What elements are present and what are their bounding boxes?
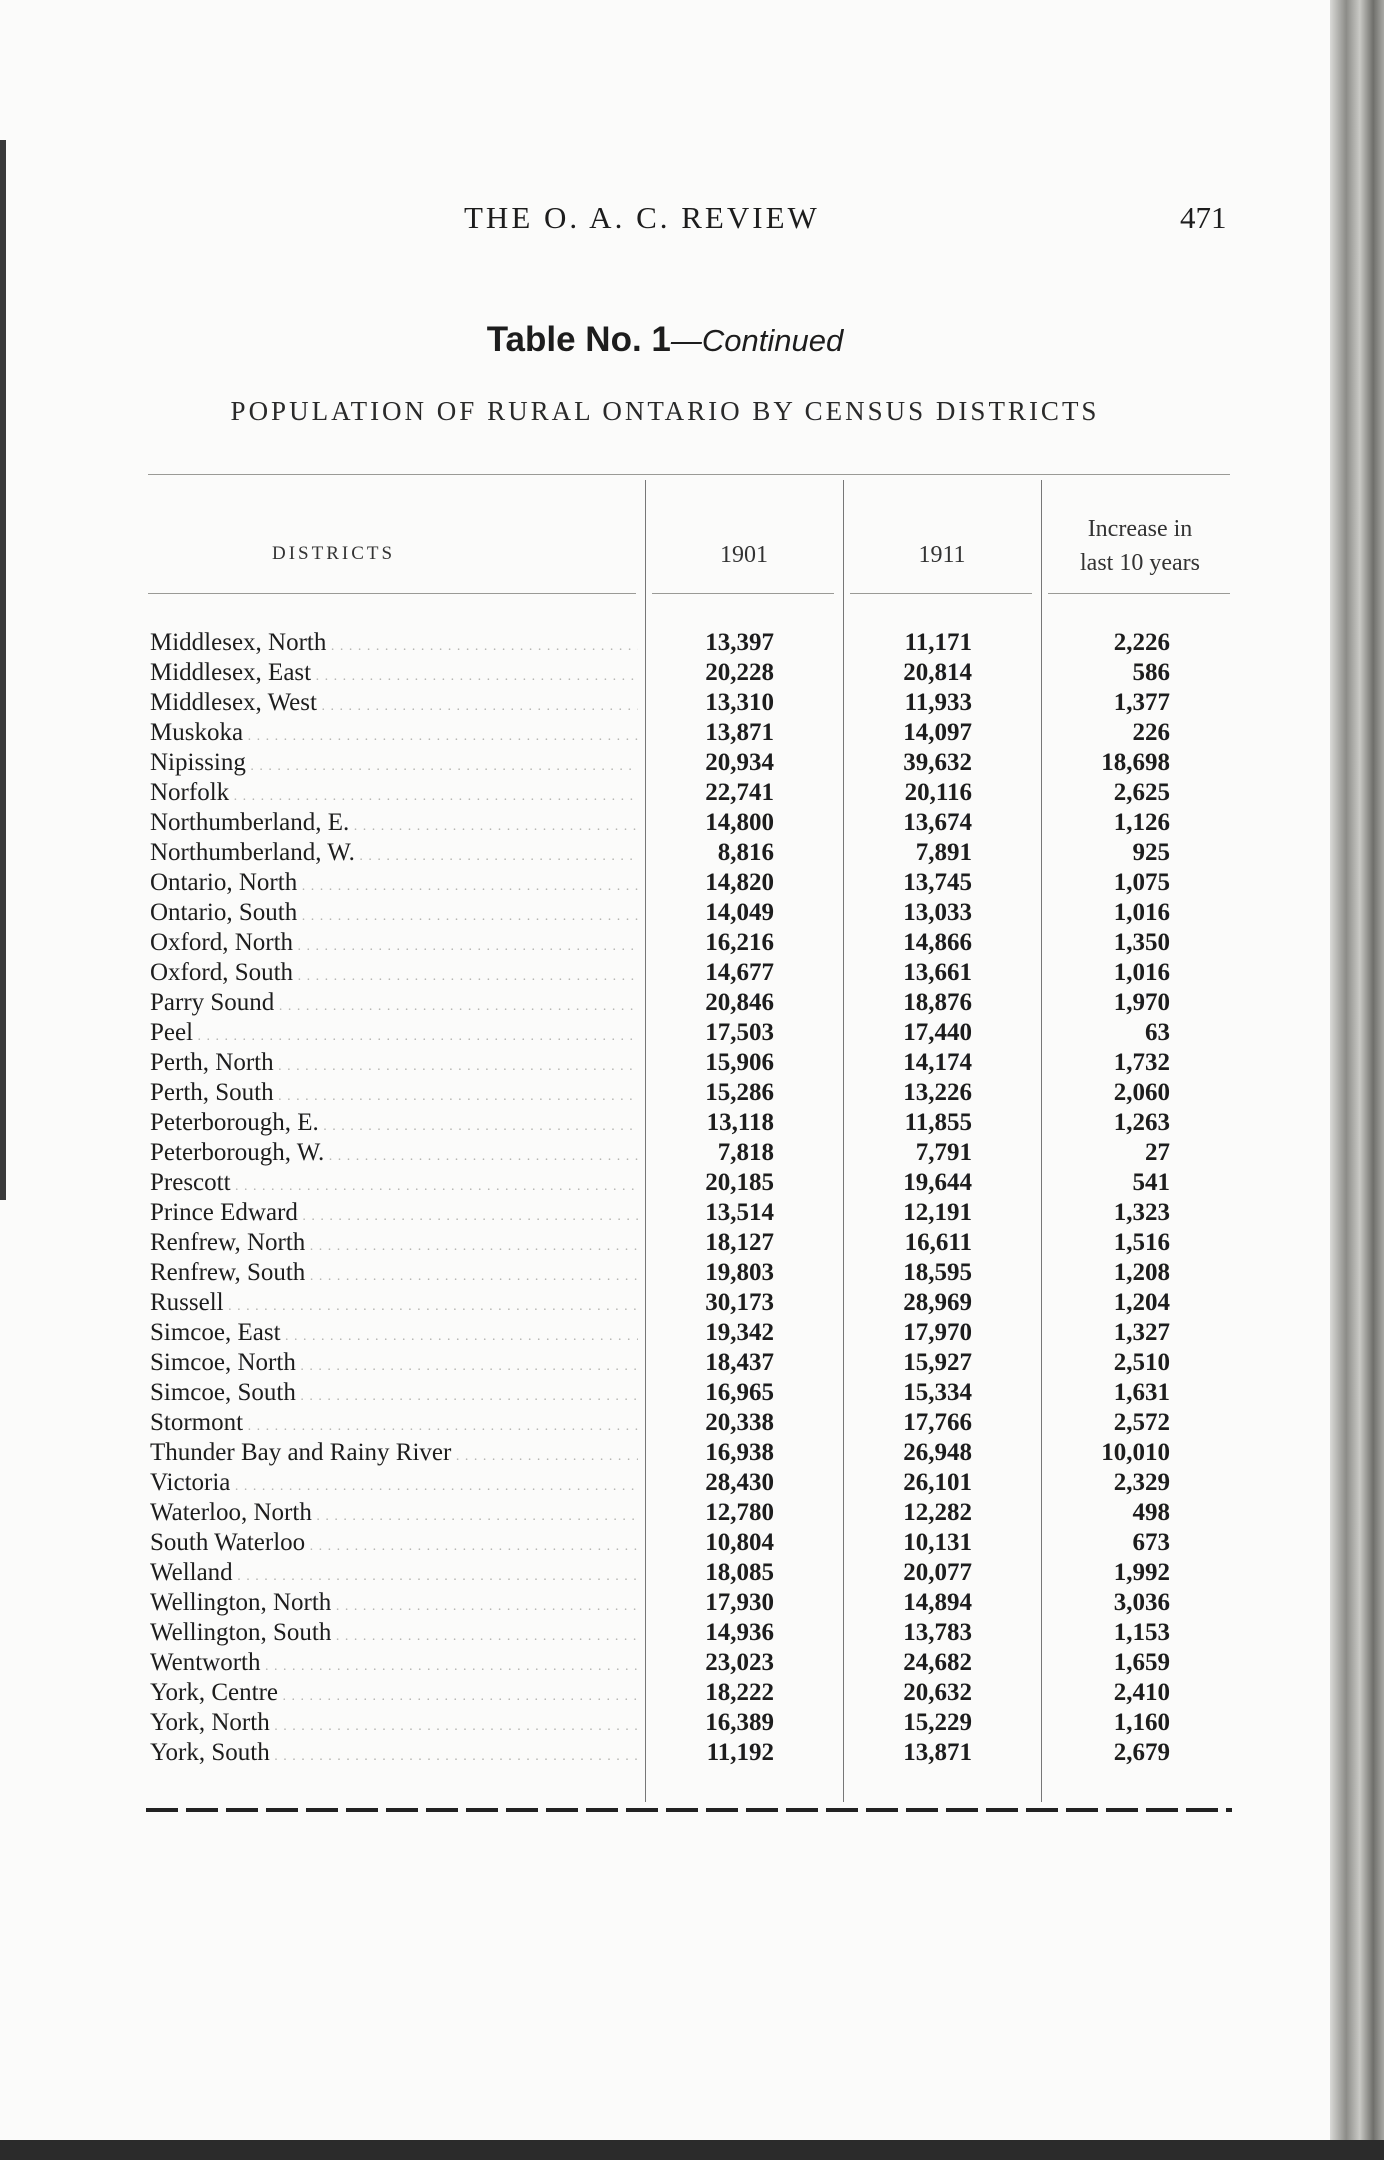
population-1911: 13,033 — [903, 899, 972, 926]
population-1901: 17,503 — [705, 1019, 774, 1046]
population-1901: 13,118 — [706, 1109, 774, 1136]
population-1901: 17,930 — [705, 1589, 774, 1616]
district-name: Peel . . . — [150, 1018, 638, 1052]
population-1901: 13,397 — [705, 629, 774, 656]
population-1911: 13,783 — [903, 1619, 972, 1646]
population-1911: 20,814 — [903, 659, 972, 686]
increase-value: 10,010 — [1101, 1439, 1170, 1466]
increase-value: 1,208 — [1113, 1259, 1170, 1286]
population-1901: 28,430 — [705, 1469, 774, 1496]
increase-value: 1,323 — [1113, 1199, 1170, 1226]
population-1911: 14,894 — [903, 1589, 972, 1616]
table-row — [0, 1108, 1330, 1138]
increase-value: 1,075 — [1113, 869, 1170, 896]
population-1901: 14,049 — [705, 899, 774, 926]
column-header-1901: 1901 — [720, 542, 768, 568]
increase-value: 1,327 — [1113, 1319, 1170, 1346]
table-row — [0, 1498, 1330, 1528]
population-1901: 13,514 — [705, 1199, 774, 1226]
population-1911: 20,116 — [904, 779, 972, 806]
population-1901: 22,741 — [705, 779, 774, 806]
district-name: York, South . . . — [150, 1738, 638, 1772]
district-name: Northumberland, W. . . . — [150, 838, 638, 872]
table-row — [0, 868, 1330, 898]
increase-value: 3,036 — [1113, 1589, 1170, 1616]
table-row — [0, 1528, 1330, 1558]
population-1901: 19,342 — [705, 1319, 774, 1346]
population-1901: 20,185 — [705, 1169, 774, 1196]
district-name: Middlesex, North . . . — [150, 628, 638, 662]
population-1911: 39,632 — [903, 749, 972, 776]
book-spine — [1330, 0, 1384, 2160]
table-row — [0, 838, 1330, 868]
population-1901: 18,127 — [705, 1229, 774, 1256]
table-row — [0, 1318, 1330, 1348]
population-1901: 10,804 — [705, 1529, 774, 1556]
table-row — [0, 1168, 1330, 1198]
district-name: Peterborough, E. . . . — [150, 1108, 638, 1142]
table-row — [0, 928, 1330, 958]
table-title-continued: —Continued — [670, 323, 844, 358]
increase-value: 2,679 — [1113, 1739, 1170, 1766]
population-1901: 19,803 — [705, 1259, 774, 1286]
population-1911: 28,969 — [903, 1289, 972, 1316]
table-row — [0, 1018, 1330, 1048]
table-row — [0, 1438, 1330, 1468]
district-name: Wellington, North . . . — [150, 1588, 638, 1622]
increase-value: 2,510 — [1113, 1349, 1170, 1376]
district-name: Wentworth . . . — [150, 1648, 638, 1682]
district-name: Victoria . . . — [150, 1468, 638, 1502]
increase-value: 27 — [1145, 1139, 1170, 1166]
population-1911: 17,970 — [903, 1319, 972, 1346]
district-name: Wellington, South . . . — [150, 1618, 638, 1652]
population-1901: 14,820 — [705, 869, 774, 896]
population-1901: 20,338 — [705, 1409, 774, 1436]
increase-value: 1,016 — [1113, 959, 1170, 986]
increase-value: 1,350 — [1113, 929, 1170, 956]
district-name: York, North . . . — [150, 1708, 638, 1742]
district-name: York, Centre . . . — [150, 1678, 638, 1712]
district-name: Waterloo, North . . . — [150, 1498, 638, 1532]
district-name: Prescott . . . — [150, 1168, 638, 1202]
district-name: Peterborough, W. . . . — [150, 1138, 638, 1172]
population-1901: 18,222 — [705, 1679, 774, 1706]
population-1901: 15,286 — [705, 1079, 774, 1106]
population-1911: 11,933 — [904, 689, 972, 716]
population-1901: 11,192 — [706, 1739, 774, 1766]
table-row — [0, 1228, 1330, 1258]
table-row — [0, 658, 1330, 688]
table-body — [0, 628, 1330, 1768]
population-1911: 16,611 — [904, 1229, 972, 1256]
table-row — [0, 1708, 1330, 1738]
increase-value: 1,631 — [1113, 1379, 1170, 1406]
district-name: Nipissing . . . — [150, 748, 638, 782]
table-row — [0, 808, 1330, 838]
increase-value: 2,572 — [1113, 1409, 1170, 1436]
population-1901: 30,173 — [705, 1289, 774, 1316]
journal-title: THE O. A. C. REVIEW — [464, 200, 820, 235]
population-1901: 23,023 — [705, 1649, 774, 1676]
population-1911: 13,226 — [903, 1079, 972, 1106]
column-header-increase-line1: Increase in — [1087, 516, 1193, 542]
header-underline — [652, 593, 834, 594]
district-name: Welland . . . — [150, 1558, 638, 1592]
increase-value: 1,659 — [1113, 1649, 1170, 1676]
table-row — [0, 1048, 1330, 1078]
district-name: Renfrew, North . . . — [150, 1228, 638, 1262]
population-1901: 20,846 — [705, 989, 774, 1016]
district-name: Simcoe, South . . . — [150, 1378, 638, 1412]
district-name: South Waterloo . . . — [150, 1528, 638, 1562]
header-underline — [850, 593, 1032, 594]
increase-value: 1,732 — [1113, 1049, 1170, 1076]
population-1901: 20,228 — [705, 659, 774, 686]
population-1911: 13,661 — [903, 959, 972, 986]
table-row — [0, 1378, 1330, 1408]
increase-value: 1,016 — [1113, 899, 1170, 926]
population-1911: 13,871 — [903, 1739, 972, 1766]
district-name: Ontario, North . . . — [150, 868, 638, 902]
increase-value: 2,410 — [1113, 1679, 1170, 1706]
population-1901: 13,310 — [705, 689, 774, 716]
population-1911: 13,745 — [903, 869, 972, 896]
population-1911: 17,440 — [903, 1019, 972, 1046]
table-row — [0, 748, 1330, 778]
table-title-main: Table No. 1 — [486, 320, 671, 359]
table-row — [0, 958, 1330, 988]
district-name: Thunder Bay and Rainy River . . . — [150, 1438, 638, 1472]
population-1901: 16,938 — [705, 1439, 774, 1466]
district-name: Russell . . . — [150, 1288, 638, 1322]
increase-value: 1,970 — [1113, 989, 1170, 1016]
district-name: Perth, South . . . — [150, 1078, 638, 1112]
population-1911: 14,097 — [903, 719, 972, 746]
district-name: Stormont . . . — [150, 1408, 638, 1442]
district-name: Middlesex, West . . . — [150, 688, 638, 722]
population-1911: 19,644 — [903, 1169, 972, 1196]
population-1911: 7,791 — [915, 1139, 972, 1166]
population-1911: 15,927 — [903, 1349, 972, 1376]
table-row — [0, 1558, 1330, 1588]
population-1901: 13,871 — [705, 719, 774, 746]
population-1901: 16,965 — [705, 1379, 774, 1406]
increase-value: 1,263 — [1113, 1109, 1170, 1136]
district-name: Oxford, North . . . — [150, 928, 638, 962]
population-1901: 14,936 — [705, 1619, 774, 1646]
district-name: Perth, North . . . — [150, 1048, 638, 1082]
increase-value: 1,377 — [1113, 689, 1170, 716]
population-1911: 24,682 — [903, 1649, 972, 1676]
population-1911: 20,077 — [903, 1559, 972, 1586]
district-name: Oxford, South . . . — [150, 958, 638, 992]
increase-value: 2,060 — [1113, 1079, 1170, 1106]
population-1911: 20,632 — [903, 1679, 972, 1706]
running-head — [0, 200, 1330, 250]
district-name: Prince Edward . . . — [150, 1198, 638, 1232]
population-1901: 18,437 — [705, 1349, 774, 1376]
scan-bottom-edge — [0, 2140, 1384, 2160]
population-1901: 7,818 — [717, 1139, 774, 1166]
table-row — [0, 1258, 1330, 1288]
table-row — [0, 1588, 1330, 1618]
table-bottom-rule — [146, 1808, 1232, 1812]
table-row — [0, 1348, 1330, 1378]
table-row — [0, 1408, 1330, 1438]
increase-value: 541 — [1132, 1169, 1170, 1196]
population-1901: 18,085 — [705, 1559, 774, 1586]
table-row — [0, 1678, 1330, 1708]
column-header-increase — [1041, 512, 1239, 580]
column-header-1911: 1911 — [918, 542, 966, 568]
population-1911: 10,131 — [903, 1529, 972, 1556]
district-name: Ontario, South . . . — [150, 898, 638, 932]
increase-value: 1,126 — [1113, 809, 1170, 836]
population-1901: 16,389 — [705, 1709, 774, 1736]
increase-value: 1,516 — [1113, 1229, 1170, 1256]
population-1901: 14,800 — [705, 809, 774, 836]
increase-value: 498 — [1132, 1499, 1170, 1526]
table-row — [0, 1468, 1330, 1498]
table-row — [0, 988, 1330, 1018]
population-1911: 18,595 — [903, 1259, 972, 1286]
column-header-districts: DISTRICTS — [272, 543, 396, 564]
district-name: Parry Sound . . . — [150, 988, 638, 1022]
table-row — [0, 1138, 1330, 1168]
table-row — [0, 1288, 1330, 1318]
increase-value: 18,698 — [1101, 749, 1170, 776]
population-1911: 11,855 — [904, 1109, 972, 1136]
district-name: Muskoka . . . — [150, 718, 638, 752]
table-subtitle: POPULATION OF RURAL ONTARIO BY CENSUS DISTRICTS — [230, 396, 1100, 426]
population-1901: 14,677 — [705, 959, 774, 986]
population-1911: 18,876 — [903, 989, 972, 1016]
table-title — [0, 320, 1330, 360]
header-underline — [1048, 593, 1230, 594]
population-1911: 15,334 — [903, 1379, 972, 1406]
population-1911: 26,101 — [903, 1469, 972, 1496]
population-1911: 26,948 — [903, 1439, 972, 1466]
table-row — [0, 1648, 1330, 1678]
district-name: Simcoe, East . . . — [150, 1318, 638, 1352]
increase-value: 1,204 — [1113, 1289, 1170, 1316]
table-row — [0, 628, 1330, 658]
increase-value: 2,329 — [1113, 1469, 1170, 1496]
table-row — [0, 1738, 1330, 1768]
table-row — [0, 1078, 1330, 1108]
population-1901: 20,934 — [705, 749, 774, 776]
increase-value: 586 — [1132, 659, 1170, 686]
population-1901: 16,216 — [705, 929, 774, 956]
district-name: Renfrew, South . . . — [150, 1258, 638, 1292]
increase-value: 2,226 — [1113, 629, 1170, 656]
table-row — [0, 778, 1330, 808]
increase-value: 2,625 — [1113, 779, 1170, 806]
population-1901: 12,780 — [705, 1499, 774, 1526]
table-row — [0, 1198, 1330, 1228]
population-1911: 11,171 — [904, 629, 972, 656]
population-1911: 17,766 — [903, 1409, 972, 1436]
increase-value: 925 — [1132, 839, 1170, 866]
increase-value: 673 — [1132, 1529, 1170, 1556]
district-name: Norfolk . . . — [150, 778, 638, 812]
increase-value: 1,153 — [1113, 1619, 1170, 1646]
population-1911: 12,191 — [903, 1199, 972, 1226]
population-1911: 7,891 — [915, 839, 972, 866]
increase-value: 1,160 — [1113, 1709, 1170, 1736]
district-name: Simcoe, North . . . — [150, 1348, 638, 1382]
district-name: Northumberland, E. . . . — [150, 808, 638, 842]
column-header-increase-line2: last 10 years — [1080, 550, 1200, 576]
district-name: Middlesex, East . . . — [150, 658, 638, 692]
table-row — [0, 898, 1330, 928]
page-number: 471 — [1180, 200, 1227, 235]
header-underline — [148, 593, 636, 594]
table-row — [0, 1618, 1330, 1648]
increase-value: 63 — [1145, 1019, 1170, 1046]
table-top-rule — [148, 474, 1230, 475]
increase-value: 226 — [1132, 719, 1170, 746]
increase-value: 1,992 — [1113, 1559, 1170, 1586]
population-1901: 8,816 — [717, 839, 774, 866]
population-1911: 14,174 — [903, 1049, 972, 1076]
population-1911: 13,674 — [903, 809, 972, 836]
table-row — [0, 688, 1330, 718]
table-row — [0, 718, 1330, 748]
population-1911: 15,229 — [903, 1709, 972, 1736]
population-1901: 15,906 — [705, 1049, 774, 1076]
population-1911: 14,866 — [903, 929, 972, 956]
population-1911: 12,282 — [903, 1499, 972, 1526]
